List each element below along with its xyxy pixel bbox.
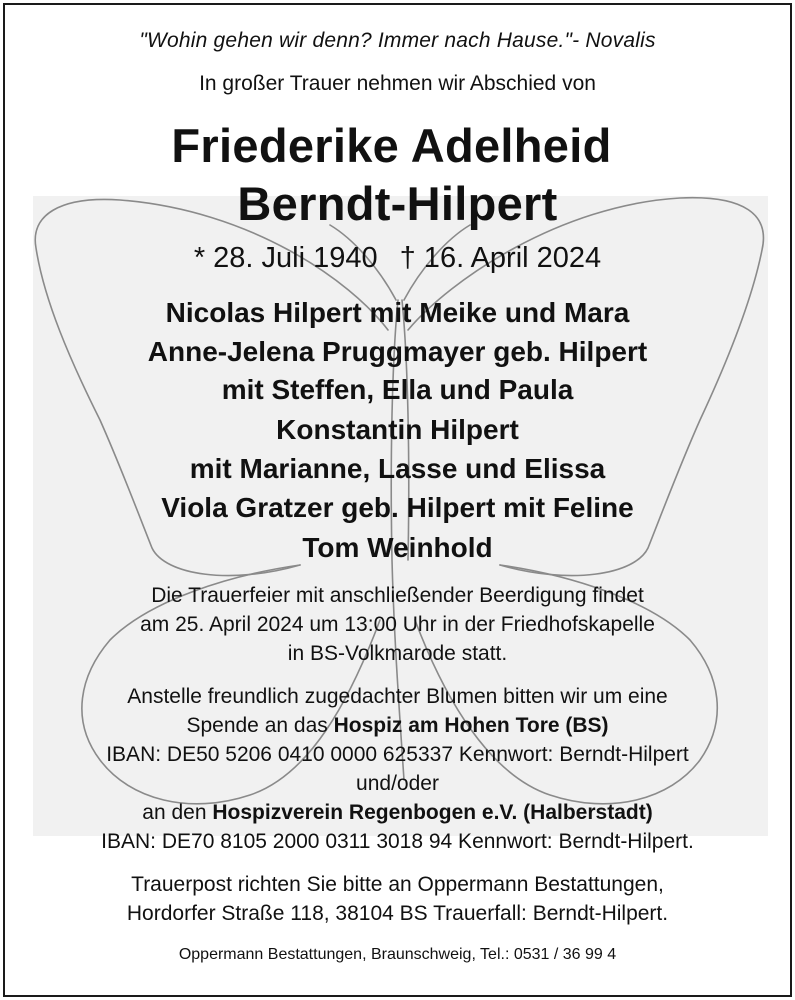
family-line: Konstantin Hilpert [276,414,519,445]
family-line: Viola Gratzer geb. Hilpert mit Feline [161,492,634,523]
family-line: Nicolas Hilpert mit Meike und Mara [165,297,630,328]
life-dates [0,242,795,275]
intro-text: In großer Trauer nehmen wir Abschied von [199,72,596,95]
family-line: Tom Weinhold [302,532,493,563]
birth-date: * 28. Juli 1940 [193,242,378,274]
mail-info: Trauerpost richten Sie bitte an Oppermann Bestattungen, [131,873,664,896]
donation-recipient-1 [0,714,795,738]
funeral-info: am 25. April 2024 um 13:00 Uhr in der Friedhofskapelle [140,613,655,636]
death-date: † 16. April 2024 [399,242,602,274]
donation-recipient-2 [0,801,795,825]
family-line: mit Marianne, Lasse und Elissa [189,453,606,484]
hospice-association-name: Hospizverein Regenbogen e.V. (Halberstadt) [212,801,653,824]
and-or-text: und/oder [356,772,439,795]
family-line: mit Steffen, Ella und Paula [221,374,574,405]
iban-1: IBAN: DE50 5206 0410 0000 625337 Kennwort: Berndt-Hilpert [106,743,689,766]
donation-prefix: Spende an das [186,714,334,737]
funeral-info: Die Trauerfeier mit anschließender Beerdigung findet [151,584,644,607]
undertaker-footer: Oppermann Bestattungen, Braunschweig, Tel.: 0531 / 36 99 4 [178,946,617,963]
deceased-name-last: Berndt-Hilpert [237,177,558,230]
deceased-name-first: Friederike Adelheid [171,119,612,172]
donation-prefix: an den [142,801,213,824]
iban-2: IBAN: DE70 8105 2000 0311 3018 94 Kennwort: Berndt-Hilpert. [101,830,694,853]
novalis-quote: "Wohin gehen wir denn? Immer nach Hause."- Novalis [139,29,656,52]
family-line: Anne-Jelena Pruggmayer geb. Hilpert [147,336,648,367]
funeral-info: in BS-Volkmarode statt. [287,642,508,665]
mail-info: Hordorfer Straße 118, 38104 BS Trauerfall: Berndt-Hilpert. [126,902,669,925]
hospice-name: Hospiz am Hohen Tore (BS) [333,714,609,737]
donation-request: Anstelle freundlich zugedachter Blumen bitten wir um eine [127,685,668,708]
